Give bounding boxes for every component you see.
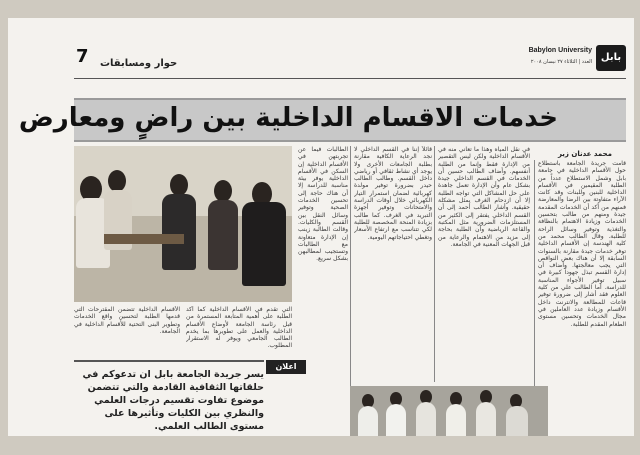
masthead-logo: بابل bbox=[596, 45, 626, 71]
byline: محمد عدنان زبر bbox=[557, 150, 612, 158]
article-column-5: التي تقدم في الأقسام الداخلية كما أكد الطلبة على أهمية المتابعة المستمرة من قبل رئاسة الجامعة لأوضاع الأقسام الداخلية والعمل على تطويرها بما يخدم الطالب الجامعي ويوفر له الاستقرار المطلوب. bbox=[186, 306, 292, 350]
group-photo bbox=[350, 386, 548, 436]
masthead bbox=[506, 45, 626, 89]
column-rule bbox=[434, 146, 435, 382]
student-figure bbox=[208, 200, 238, 270]
student-head bbox=[170, 174, 188, 196]
issue-line: العدد | الثلاثاء ٢٧ نيسان ٢٠٠٨ bbox=[530, 59, 592, 65]
desk bbox=[104, 234, 184, 244]
student-figure bbox=[358, 406, 378, 436]
student-figure bbox=[446, 404, 466, 436]
article-headline: خدمات الاقسام الداخلية بين راضٍ ومعارض bbox=[18, 103, 558, 133]
announcement-box bbox=[74, 360, 264, 436]
student-figure bbox=[476, 402, 496, 436]
student-figure bbox=[386, 404, 406, 436]
student-figure bbox=[416, 402, 436, 436]
masthead-name: Babylon University bbox=[528, 47, 592, 54]
article-column-6: الأقسام الداخلية تتضمن المقترحات التي قدمها الطلبة لتحسين واقع الخدمات وتطوير البنى التحتية للأقسام الداخلية في الجامعة. bbox=[74, 306, 180, 335]
announcement-tag: اعلان bbox=[266, 360, 306, 374]
article-column-1: قامت جريدة الجامعة باستطلاع حول الأقسام الداخلية في جامعة بابل وشمل الاستطلاع عدداً من الطلبة المقيمين في الأقسام الداخلية للبنين وللبنات وقد كانت الآراء متفاوتة بين الرضا والمعارضة فمنهم من أكد أن الخدمات المقدمة جيدة ومنهم من طالب بتحسين الخدمات وزيادة الاهتمام بالنظافة والتغذية وتوفير وسائل الراحة للطلبة. وقال الطالب محمد من كلية الهندسة إن الأقسام الداخلية توفر خدمات جيدة مقارنة بالسنوات السابقة إلا أن هناك بعض النواقص التي يجب معالجتها. وأضاف أن إدارة القسم تبذل جهوداً كبيرة في سبيل توفير الأجواء المناسبة للدراسة. أما الطالب علي من كلية العلوم فقد أشار إلى ضرورة توفير قاعات للمطالعة والانترنت داخل الأقسام وزيادة عدد العاملين في مجال الخدمات وتحسين مستوى الطعام المقدم للطلبة. bbox=[538, 160, 626, 328]
student-head bbox=[108, 170, 126, 192]
article-column-4: الطالبات فيما عن تجربتهن في الأقسام الداخلية إن السكن في الأقسام الداخلية يوفر بيئة مناسبة للدراسة إلا أن هناك حاجة إلى تحسين الخدمات الصحية وتوفير وسائل النقل بين القسم والكليات. وقالت الطالبة زينب إن الإدارة متعاونة مع الطالبات وتستجيب لمطالبهن بشكل سريع. bbox=[298, 146, 348, 263]
student-head bbox=[214, 180, 232, 202]
student-figure bbox=[506, 406, 528, 436]
section-title: حوار ومسابقات bbox=[100, 58, 178, 69]
dorm-photo bbox=[74, 146, 292, 302]
article-column-3: قائلاً إننا في القسم الداخلي لا نجد الرعاية الكافية مقارنة بطلبة الجامعات الأخرى ولا يوجد أي نشاط ثقافي أو رياضي داخل القسم. وطالب الطالب حيدر بضرورة توفير مولدة كهربائية لضمان استمرار التيار الكهربائي خلال أوقات الدراسة والامتحانات وتوفير أجهزة التبريد في الغرف. كما طالب بزيادة المنحة المخصصة للطلبة لكي تتناسب مع ارتفاع الأسعار وتغطي احتياجاتهم اليومية. bbox=[354, 146, 432, 241]
student-figure bbox=[162, 194, 196, 270]
student-figure bbox=[242, 202, 286, 286]
page-number: 7 bbox=[76, 46, 89, 67]
announcement-text: يسر جريدة الجامعة بابل ان تدعوكم في حلقاتها الثقافية القادمة والتي تتضمن موضوع تفاوت تقسيم درجات العلمي والنظري بين الكليات وتأثيرها على مستوى الطالب العلمي. bbox=[82, 369, 264, 432]
header-rule bbox=[74, 78, 626, 79]
newspaper-page bbox=[8, 18, 634, 436]
article-column-2: في نقل المياه وهذا ما تعاني منه في الأقسام الداخلية ولكن ليس التقصير من الإدارة فقط وإنما من الطلبة أنفسهم. وأضاف الطالب حسين أن الخدمات في القسم الداخلي جيدة بشكل عام وأن الإدارة تعمل جاهدة على حل المشاكل التي تواجه الطلبة إلا أن ازدحام الغرف يمثل مشكلة حقيقية. وأشار الطالب أحمد إلى أن القسم الداخلي يفتقر إلى الكثير من المستلزمات الضرورية مثل المكتبة والقاعة الرياضية وأن الطلبة بحاجة إلى مزيد من الاهتمام والرعاية من قبل الجهات المعنية في الجامعة. bbox=[438, 146, 530, 248]
